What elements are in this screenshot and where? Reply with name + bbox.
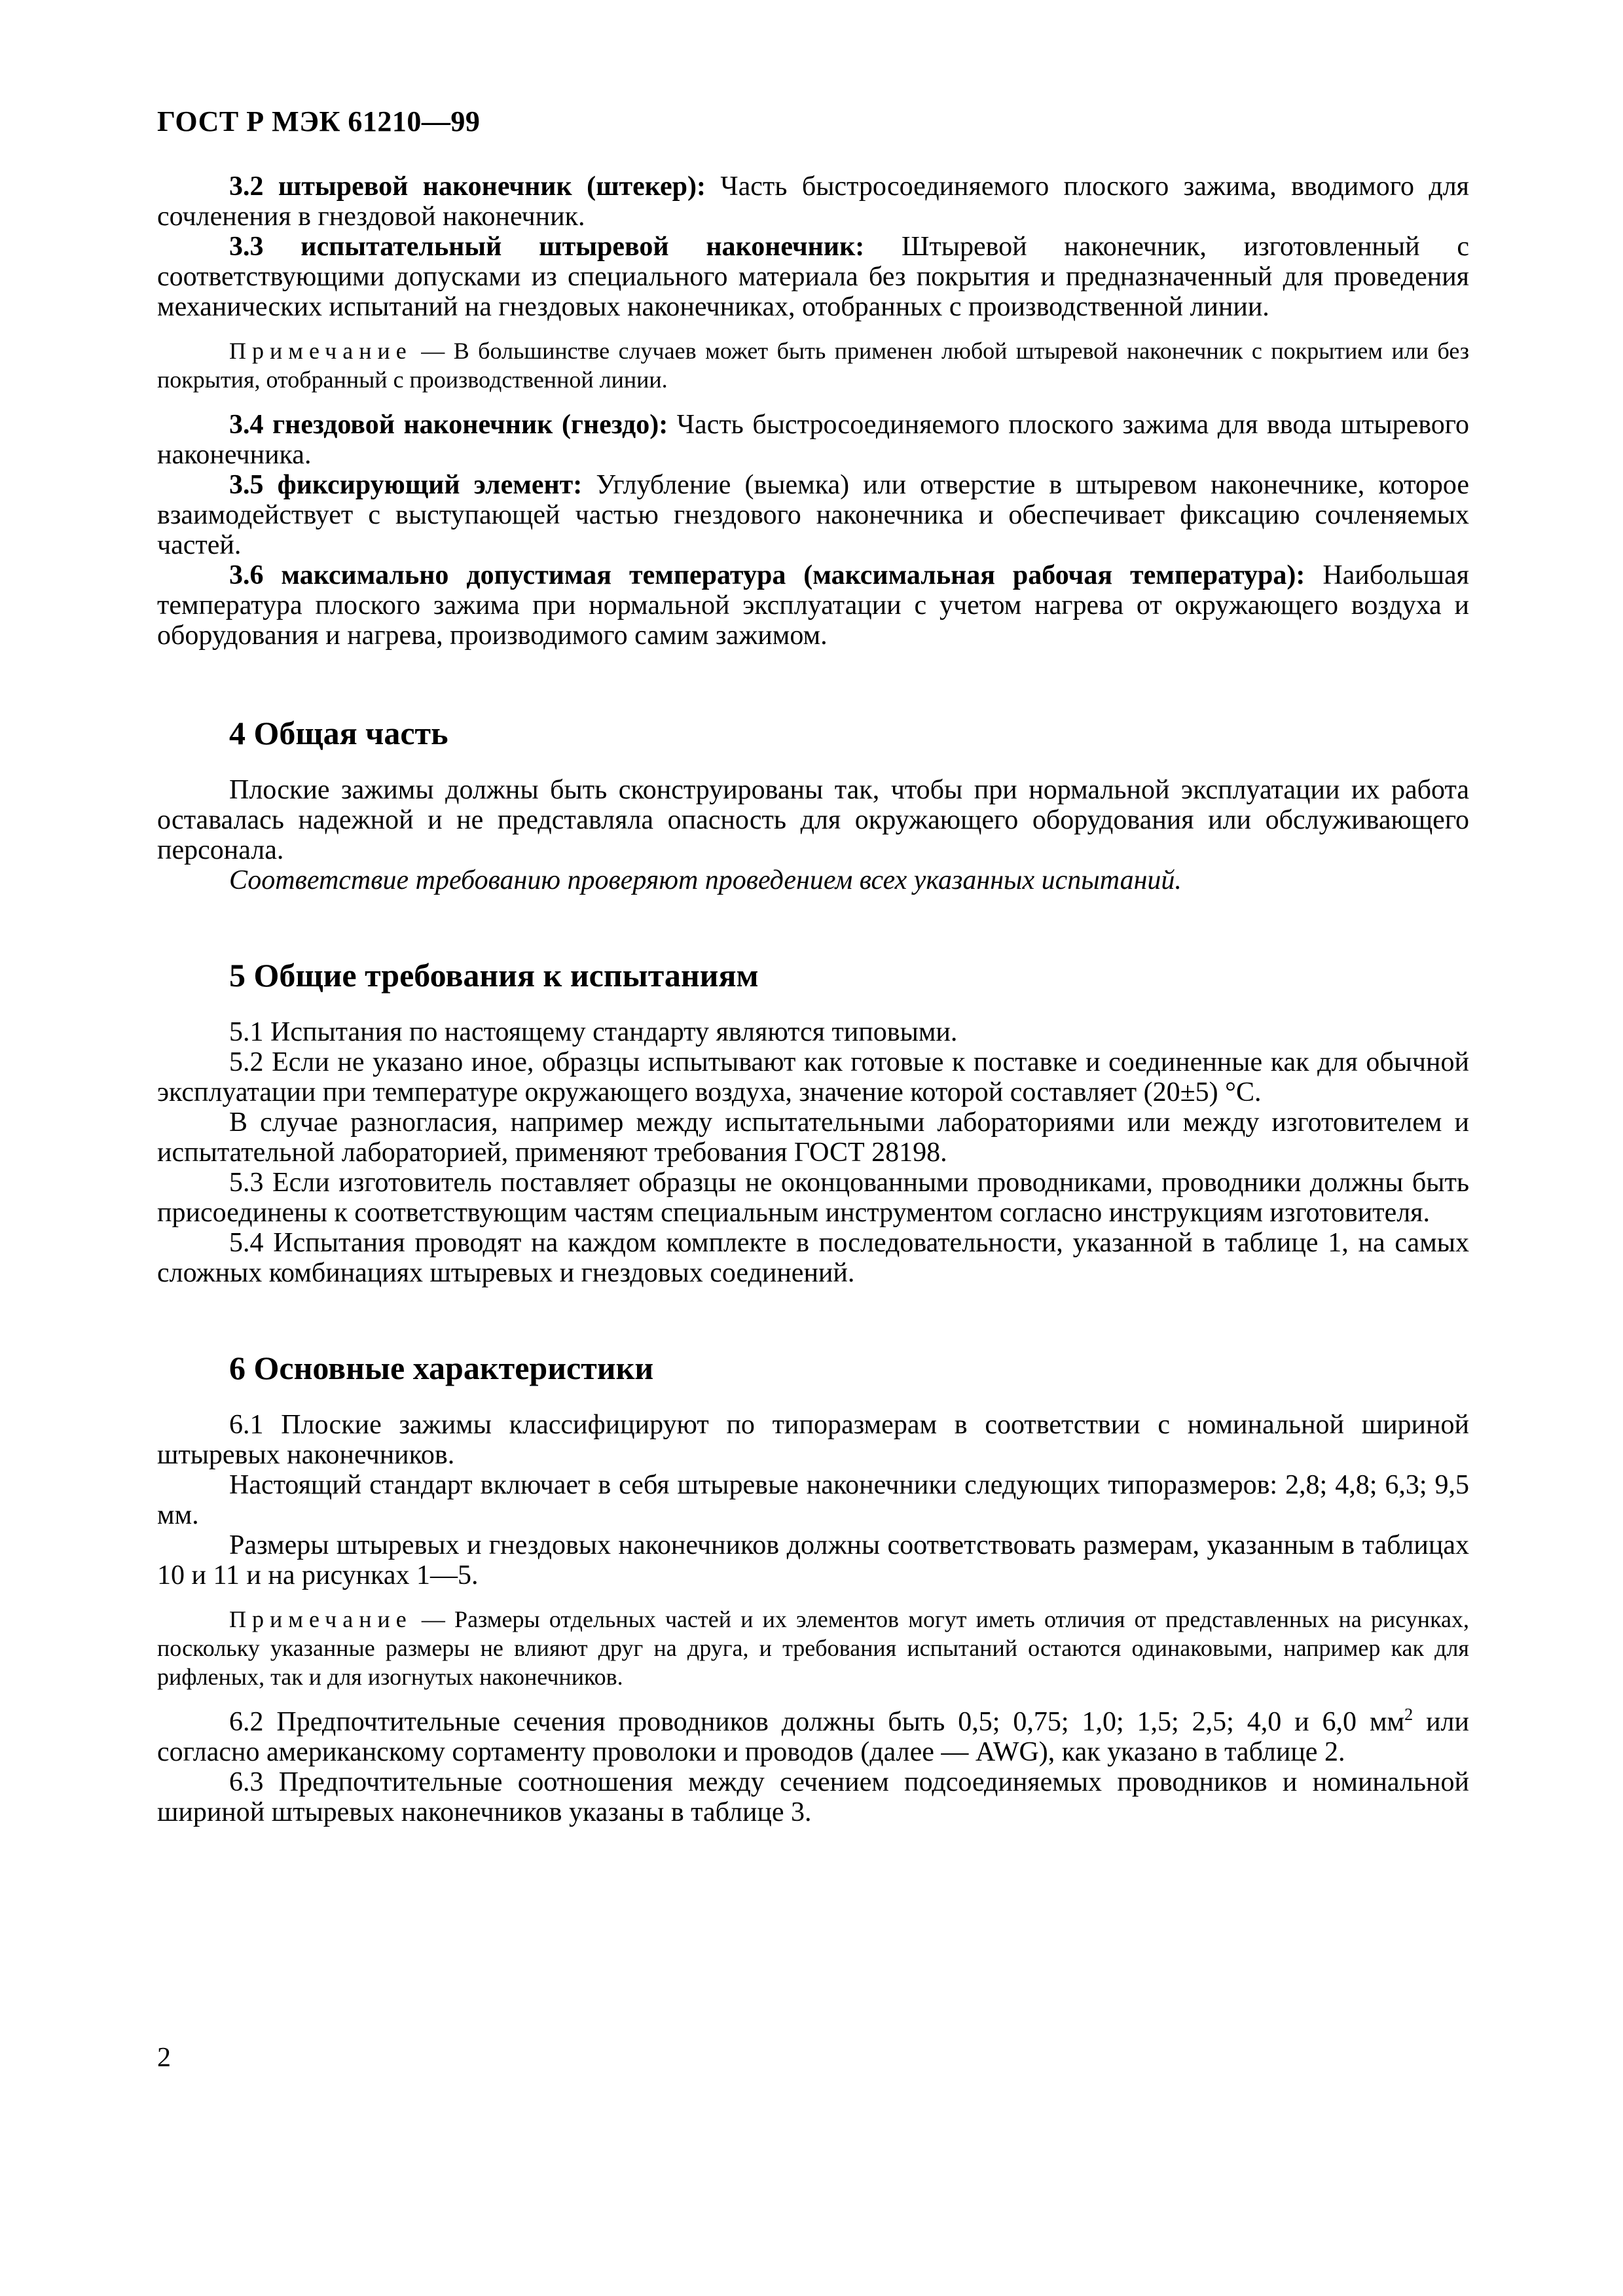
definition-3-2 (157, 171, 1469, 232)
term: 3.4 гнездовой наконечник (гнездо): (229, 410, 668, 440)
term: 3.3 испытательный штыревой наконечник: (229, 232, 865, 262)
term: 3.6 максимально допустимая температура (максимальная рабочая температура): (229, 560, 1305, 590)
term: 3.5 фиксирующий элемент: (229, 470, 583, 500)
superscript: 2 (1404, 1705, 1413, 1724)
note-label: Примечание (229, 338, 412, 364)
note-label: Примечание (229, 1606, 412, 1632)
note-6-1 (157, 1605, 1469, 1691)
definition-text: Штыревой наконечник, изготовленный с соответствующими допусками из специального материала без покрытия и предназначенный для проведения механических испытаний на гнездовых наконечниках, отобранных с производственной линии. (157, 232, 1470, 322)
clause-5-2: 5.2 Если не указано иное, образцы испытывают как готовые к поставке и соединенные как для обычной эксплуатации при температуре окружающего воздуха, значение которой составляет (20±5) °С. (157, 1047, 1469, 1107)
clause-6-1: 6.1 Плоские зажимы классифицируют по типоразмерам в соответствии с номинальной шириной штыревых наконечников. (157, 1410, 1469, 1470)
note-3-3 (157, 336, 1469, 394)
definition-text: Наибольшая температура плоского зажима при нормальной эксплуатации с учетом нагрева от окружающего воздуха и оборудования и нагрева, производимого самим зажимом. (157, 560, 1470, 651)
definition-text: Углубление (выемка) или отверстие в штыревом наконечнике, которое взаимодействует с выступающей частью гнездового наконечника и обеспечивает фиксацию сочленяемых частей. (157, 470, 1469, 560)
page-content (157, 171, 1469, 1827)
definition-text: Часть быстросоединяемого плоского зажима, вводимого для сочленения в гнездовой наконечник. (157, 171, 1469, 232)
definition-text: Часть быстросоединяемого плоского зажима для ввода штыревого наконечника. (157, 410, 1469, 470)
clause-6-3: 6.3 Предпочтительные соотношения между сечением подсоединяемых проводников и номинальной шириной штыревых наконечников указаны в таблице 3. (157, 1767, 1469, 1827)
clause-text-end: или согласно американскому сортаменту проволоки и проводов (далее — AWG), как указано в таблице 2. (157, 1707, 1469, 1767)
definition-3-5 (157, 470, 1469, 560)
section-5-title: 5 Общие требования к испытаниям (229, 957, 759, 994)
clause-5-3: 5.3 Если изготовитель поставляет образцы не оконцованными проводниками, проводники должны быть присоединены к соответствующим частям специальным инструментом согласно инструкциям изготовителя. (157, 1168, 1469, 1228)
section-4-compliance: Соответствие требованию проверяют проведением всех указанных испытаний. (229, 865, 1182, 895)
clause-5-4: 5.4 Испытания проводят на каждом комплекте в последовательности, указанной в таблице 1, на самых сложных комбинациях штыревых и гнездовых соединений. (157, 1228, 1469, 1288)
document-header: ГОСТ Р МЭК 61210—99 (157, 105, 481, 137)
note-text: — В большинстве случаев может быть применен любой штыревой наконечник с покрытием или без покрытия, отобранный с производственной линии. (157, 338, 1469, 393)
clause-5-2-dispute: В случае разногласия, например между испытательными лабораториями или между изготовителем и испытательной лабораторией, применяют требования ГОСТ 28198. (157, 1107, 1469, 1168)
definition-3-3 (157, 232, 1469, 322)
section-6-title: 6 Основные характеристики (229, 1350, 654, 1386)
clause-6-1-dimensions: Размеры штыревых и гнездовых наконечников должны соответствовать размерам, указанным в таблицах 10 и 11 и на рисунках 1—5. (157, 1530, 1469, 1590)
page-number: 2 (157, 2043, 171, 2073)
definition-3-4 (157, 410, 1469, 470)
definition-3-6 (157, 560, 1469, 651)
section-4-paragraph: Плоские зажимы должны быть сконструированы так, чтобы при нормальной эксплуатации их работа оставалась надежной и не представляла опасность для окружающего оборудования или обслуживающего персонала. (157, 775, 1469, 865)
section-4-title: 4 Общая часть (229, 715, 448, 751)
clause-text: 6.2 Предпочтительные сечения проводников должны быть 0,5; 0,75; 1,0; 1,5; 2,5; 4,0 и 6,0 мм (229, 1707, 1405, 1737)
clause-6-1-sizes: Настоящий стандарт включает в себя штыревые наконечники следующих типоразмеров: 2,8; 4,8; 6,3; 9,5 мм. (157, 1470, 1469, 1530)
note-text: — Размеры отдельных частей и их элементов могут иметь отличия от представленных на рисунках, поскольку указанные размеры не влияют друг на друга, и требования испытаний остаются одинаковыми, например как для рифленых, так и для изогнутых наконечников. (157, 1606, 1469, 1690)
term: 3.2 штыревой наконечник (штекер): (229, 171, 706, 202)
clause-6-2 (157, 1707, 1469, 1767)
clause-5-1: 5.1 Испытания по настоящему стандарту являются типовыми. (229, 1017, 958, 1047)
